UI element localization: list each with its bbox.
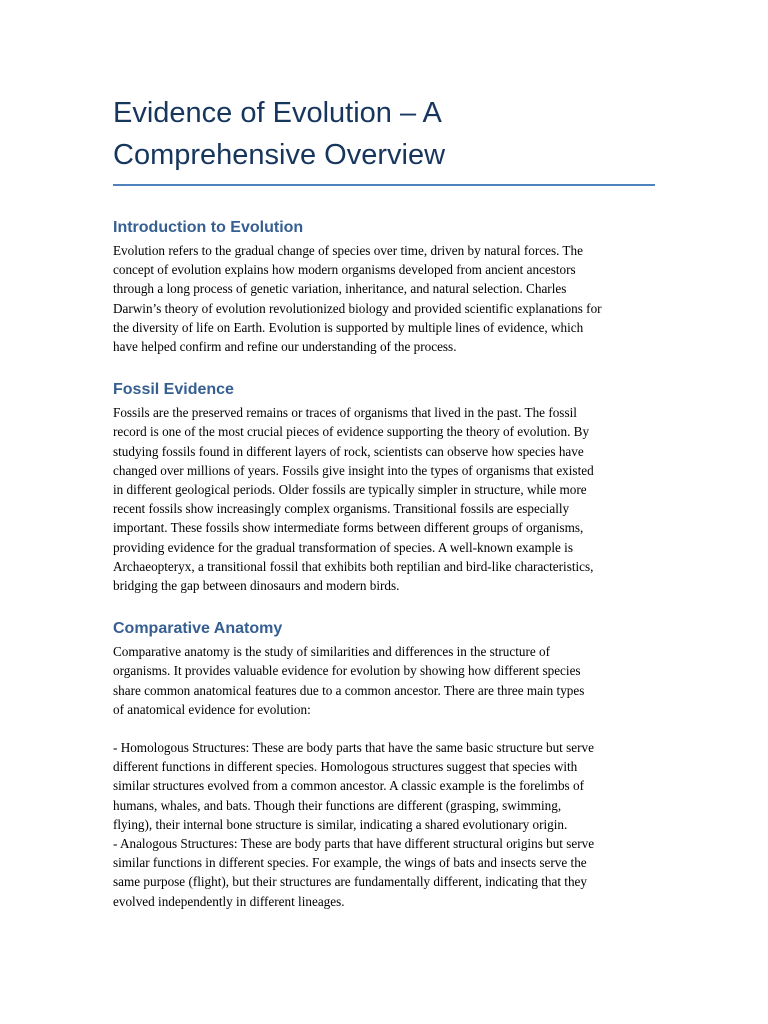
- paragraph-comparative-anatomy: Comparative anatomy is the study of similarities and differences in the structure of organisms. It provides valuable evidence for evolution by showing how different species share common anatomical features due to a common ancestor. There are three main types of anatomical evidence for evolution:: [113, 644, 585, 717]
- section-comparative-anatomy: [113, 619, 655, 911]
- list-item-homologous-structures: - Homologous Structures: These are body parts that have the same basic structure but serve different functions in different species. Homologous structures suggest that species with similar structures evolved from a common ancestor. A classic example is the forelimbs of humans, whales, and bats. Though their functions are different (grasping, swimming, flying), their internal bone structure is similar, indicating a shared evolutionary origin.: [113, 740, 594, 832]
- section-heading-fossil-evidence: Fossil Evidence: [113, 381, 234, 399]
- section-heading-introduction: Introduction to Evolution: [113, 219, 304, 236]
- document-title: Evidence of Evolution – A Comprehensive Overview: [113, 92, 655, 186]
- section-heading-comparative-anatomy: Comparative Anatomy: [113, 620, 283, 638]
- paragraph-introduction: Evolution refers to the gradual change of species over time, driven by natural forces. The concept of evolution explains how modern organisms developed from ancient ancestors through a long process of genetic variation, inheritance, and natural selection. Charles Darwin’s theory of evolution revolutionized biology and provided scientific explanations for the diversity of life on Earth. Evolution is supported by multiple lines of evidence, which have helped confirm and refine our understanding of the process.: [113, 243, 602, 355]
- anatomy-evidence-list: [113, 738, 655, 911]
- section-introduction: [113, 218, 655, 356]
- document-page: [113, 92, 655, 911]
- section-fossil-evidence: [113, 380, 655, 595]
- list-item-analogous-structures: - Analogous Structures: These are body parts that have different structural origins but serve similar functions in different species. For example, the wings of bats and insects serve the same purpose (flight), but their structures are fundamentally different, indicating that they evolved independently in different lineages.: [113, 836, 595, 909]
- paragraph-fossil-evidence: Fossils are the preserved remains or traces of organisms that lived in the past. The fossil record is one of the most crucial pieces of evidence supporting the theory of evolution. By studying fossils found in different layers of rock, scientists can observe how species have changed over millions of years. Fossils give insight into the types of organisms that existed in different geological periods. Older fossils are typically simpler in structure, while more recent fossils show increasingly complex organisms. Transitional fossils are especially important. These fossils show intermediate forms between different groups of organisms, providing evidence for the gradual transformation of species. A well-known example is Archaeopteryx, a transitional fossil that exhibits both reptilian and bird-like characteristics, bridging the gap between dinosaurs and modern birds.: [113, 405, 594, 594]
